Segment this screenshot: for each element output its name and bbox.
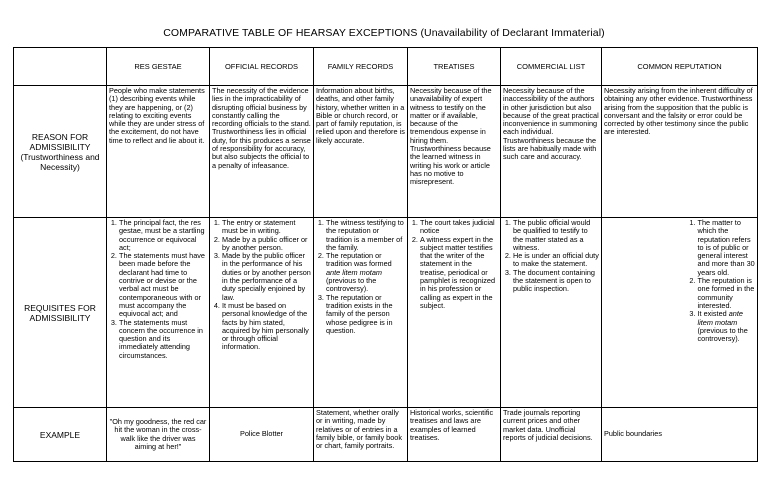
cell-requisites-treatises (408, 218, 501, 408)
cell-reason-common-reputation: Necessity arising from the inherent difficulty of obtaining any other evidence. Trustworthiness arising from the supposition that the public is conversant and the falsity or error could be corrected by other testimony since the public are interested. (602, 86, 758, 218)
cell-example-res-gestae: "Oh my goodness, the red car hit the woman in the cross-walk like the driver was aiming at her!" (107, 408, 210, 462)
cell-reason-treatises: Necessity because of the unavailability of expert witness to testify on the matter or if available, because of the tremendous expense in hiring them. Trustworthiness because the learned witness in writing his work or article has no motive to misrepresent. (408, 86, 501, 218)
list-item: 3. Made by the public officer in the performance of his duties or by another person in the performance of a duty specially enjoined by law. (222, 252, 311, 302)
row-requisites (14, 218, 758, 408)
list-item: 1. The court takes judicial notice (420, 219, 498, 236)
list-item: 3. The document containing the statement is open to public inspection. (513, 269, 599, 294)
latin-phrase: ante litem motam (697, 309, 743, 327)
header-row (14, 48, 758, 86)
row-example (14, 408, 758, 462)
col-header-res-gestae: RES GESTAE (107, 48, 210, 86)
list-item: 2. The reputation is one formed in the community interested. (698, 277, 756, 310)
cell-requisites-common-reputation-margin (602, 218, 688, 408)
hearsay-table (13, 47, 758, 462)
col-header-commercial-list: COMMERCIAL LIST (501, 48, 602, 86)
list-item: 3. The reputation or tradition exists in the family of the person whose pedigree is in question. (326, 294, 405, 335)
row-label-requisites: REQUISITES FOR ADMISSIBILITY (14, 218, 107, 408)
cell-reason-commercial-list: Necessity because of the inaccessibility of the authors in other jurisdiction but also because of the great practical inconvenience in summoning each individual. Trustworthiness because the lists are habitually made with such care and accuracy. (501, 86, 602, 218)
row-label-reason: REASON FOR ADMISSIBILITY (Trustworthiness and Necessity) (14, 86, 107, 218)
row-label-example: EXAMPLE (14, 408, 107, 462)
list-item: 2. He is under an official duty to make the statement. (513, 252, 599, 269)
col-header-treatises: TREATISES (408, 48, 501, 86)
cell-example-official-records: Police Blotter (210, 408, 314, 462)
cell-example-treatises: Historical works, scientific treatises and laws are examples of learned treatises. (408, 408, 501, 462)
latin-phrase: ante litem motam (326, 267, 382, 277)
list-item: 3. It existed ante litem motam (previous to the controversy). (698, 310, 756, 343)
cell-requisites-commercial-list (501, 218, 602, 408)
cell-example-common-reputation: Public boundaries (602, 408, 758, 462)
col-header-official-records: OFFICIAL RECORDS (210, 48, 314, 86)
list-item: 2. A witness expert in the subject matter testifies that the writer of the statement in the treatise, periodical or pamphlet is recognized in his profession or calling as expert in the subject. (420, 236, 498, 311)
list-item: 1. The witness testifying to the reputation or tradition is a member of the family. (326, 219, 405, 252)
corner-cell (14, 48, 107, 86)
list-item: 1. The principal fact, the res gestae, must be a startling occurrence or equivocal act; (119, 219, 207, 252)
list-item: 2. Made by a public officer or by another person. (222, 236, 311, 253)
list-item: 4. It must be based on personal knowledge of the facts by him stated, acquired by him personally or through official information. (222, 302, 311, 352)
list-item: 2. The statements must have been made before the declarant had time to contrive or devise or the verbal act must be contemporaneous with or must accompany the equivocal act; and (119, 252, 207, 318)
page-title: COMPARATIVE TABLE OF HEARSAY EXCEPTIONS (Unavailability of Declarant Immaterial) (163, 27, 605, 39)
cell-requisites-res-gestae (107, 218, 210, 408)
cell-example-commercial-list: Trade journals reporting current prices and other market data. Unofficial reports of judicial decisions. (501, 408, 602, 462)
col-header-family-records: FAMILY RECORDS (314, 48, 408, 86)
cell-reason-res-gestae: People who make statements (1) describing events while they are happening, or (2) relating to exciting events while they are under stress of the excitement, do not have time to reflect and lie about it. (107, 86, 210, 218)
row-reason (14, 86, 758, 218)
list-item: 1. The public official would be qualified to testify to the matter stated as a witness. (513, 219, 599, 252)
list-item: 1. The entry or statement must be in writing. (222, 219, 311, 236)
list-item: 3. The statements must concern the occurrence in question and its immediately attending circumstances. (119, 319, 207, 360)
cell-reason-official-records: The necessity of the evidence lies in the impracticability of disrupting official business by constantly calling the recording officials to the stand. Trustworthiness lies in official duty, for this produces a sense of responsibility for accuracy, but also subjects the official to a penalty of infeasance. (210, 86, 314, 218)
list-item: 1. The matter to which the reputation refers to is of public or general interest and more than 30 years old. (698, 219, 756, 277)
cell-requisites-common-reputation (688, 218, 758, 408)
cell-requisites-official-records (210, 218, 314, 408)
col-header-common-reputation: COMMON REPUTATION (602, 48, 758, 86)
cell-example-family-records: Statement, whether orally or in writing, made by relatives or of entries in a family bible, or family book or chart, family portraits. (314, 408, 408, 462)
cell-reason-family-records: Information about births, deaths, and other family history, whether written in a Bible or church record, or part of family reputation, is relied upon and therefore is likely accurate. (314, 86, 408, 218)
cell-requisites-family-records (314, 218, 408, 408)
list-item: 2. The reputation or tradition was formed ante litem motam (previous to the controversy). (326, 252, 405, 293)
